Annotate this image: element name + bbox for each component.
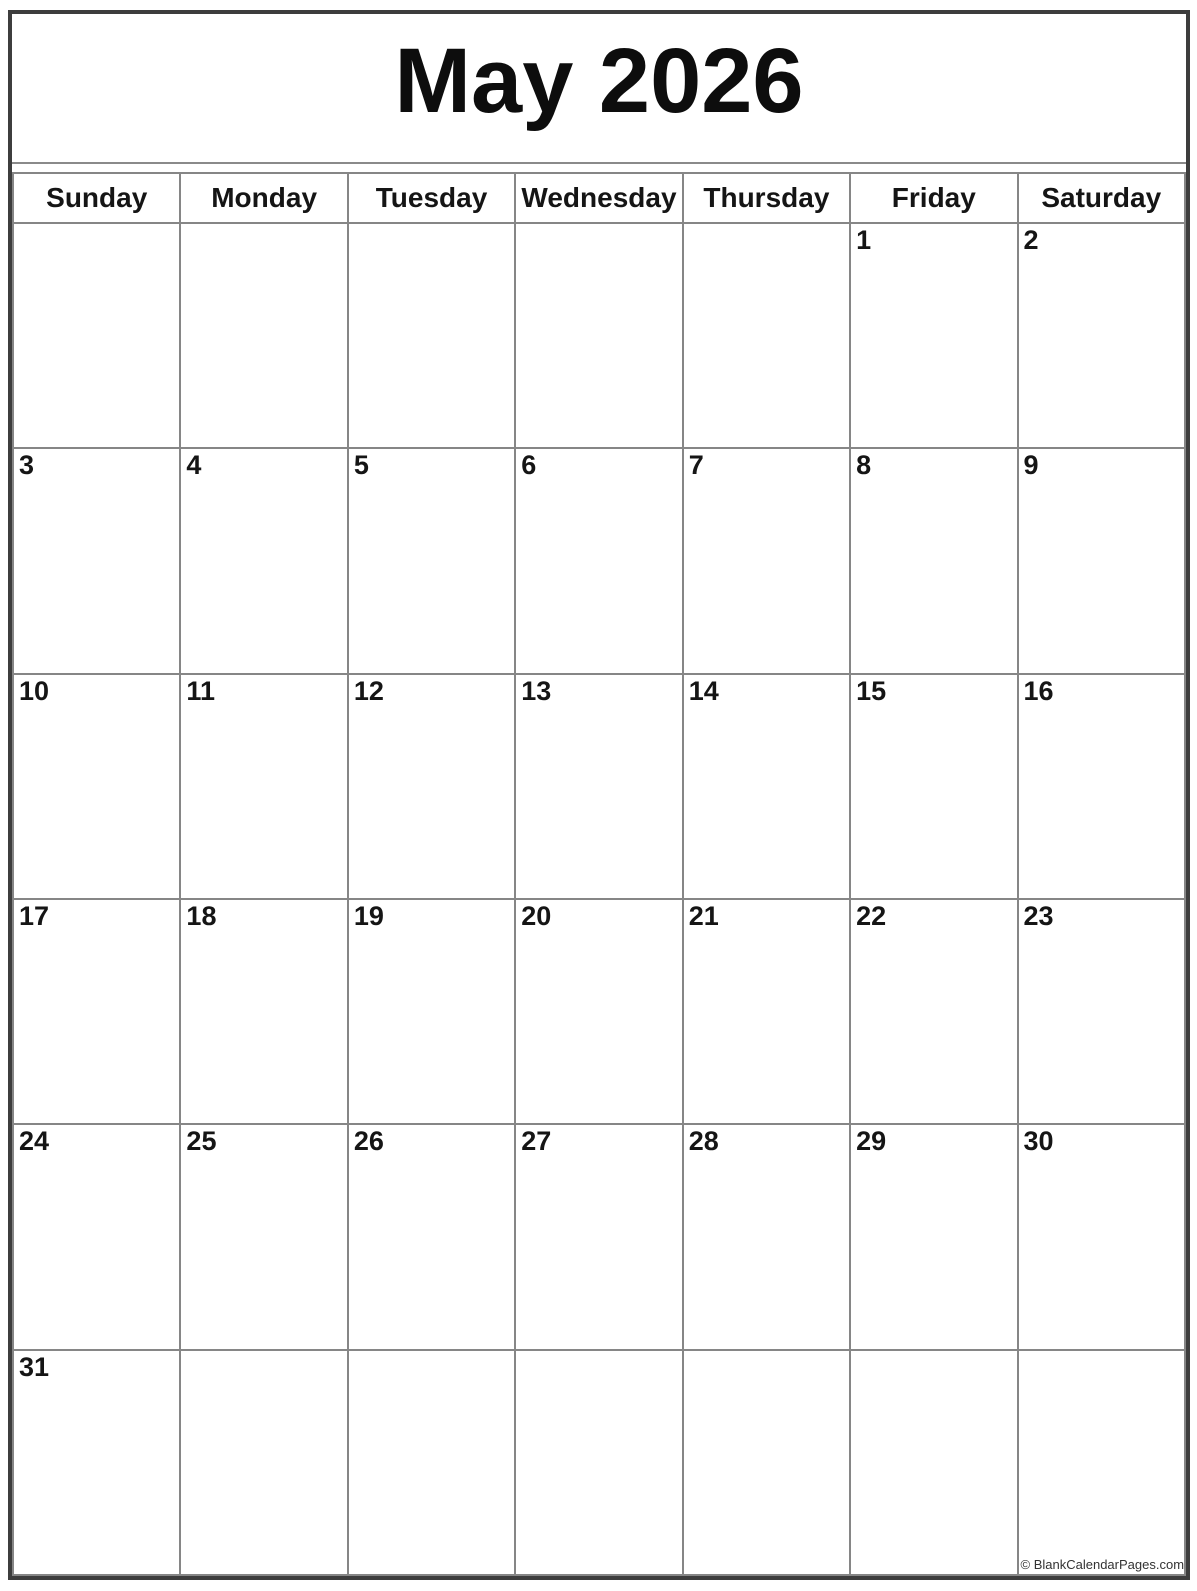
- day-number: 25: [186, 1126, 217, 1157]
- day-number: 5: [353, 450, 369, 481]
- empty-day-cell: [348, 223, 515, 448]
- day-cell-25: [180, 1124, 347, 1349]
- day-number: 22: [856, 900, 887, 931]
- day-number: 28: [688, 1126, 719, 1157]
- week-row-3: [13, 674, 1185, 899]
- copyright-text: © BlankCalendarPages.com: [1020, 1557, 1185, 1572]
- day-number: 12: [353, 675, 384, 706]
- empty-day-cell: [348, 1350, 515, 1575]
- day-number: 15: [856, 675, 887, 706]
- title-block: [12, 14, 1186, 164]
- empty-day-cell: [683, 223, 850, 448]
- day-number: [349, 224, 514, 226]
- day-header-monday: Monday: [180, 173, 347, 223]
- day-number: [181, 224, 346, 226]
- week-row-1: [13, 223, 1185, 448]
- day-cell-9: [1018, 448, 1185, 673]
- day-header-tuesday: Tuesday: [348, 173, 515, 223]
- day-number: 16: [1023, 675, 1054, 706]
- day-cell-27: [515, 1124, 682, 1349]
- day-cell-13: [515, 674, 682, 899]
- day-cell-29: [850, 1124, 1017, 1349]
- day-number: 31: [19, 1351, 50, 1382]
- day-header-sunday: Sunday: [13, 173, 180, 223]
- day-number: 9: [1023, 450, 1039, 481]
- day-cell-19: [348, 899, 515, 1124]
- day-cell-28: [683, 1124, 850, 1349]
- day-cell-5: [348, 448, 515, 673]
- day-cell-21: [683, 899, 850, 1124]
- day-number: [349, 1351, 514, 1353]
- day-cell-3: [13, 448, 180, 673]
- day-header-thursday: Thursday: [683, 173, 850, 223]
- day-cell-12: [348, 674, 515, 899]
- day-number: 1: [856, 225, 872, 255]
- day-header-row: [13, 173, 1185, 223]
- day-cell-2: [1018, 223, 1185, 448]
- day-cell-31: [13, 1350, 180, 1575]
- week-row-5: [13, 1124, 1185, 1349]
- day-number: 8: [856, 450, 872, 481]
- day-number: 4: [186, 450, 202, 481]
- day-number: [851, 1351, 1016, 1353]
- empty-day-cell: [850, 1350, 1017, 1575]
- day-number: [14, 224, 179, 226]
- day-cell-16: [1018, 674, 1185, 899]
- day-number: 11: [186, 675, 215, 706]
- empty-day-cell: [13, 223, 180, 448]
- day-cell-6: [515, 448, 682, 673]
- day-cell-1: [850, 223, 1017, 448]
- day-cell-15: [850, 674, 1017, 899]
- week-row-2: [13, 448, 1185, 673]
- empty-day-cell: [1018, 1350, 1185, 1575]
- day-number: [684, 1351, 849, 1353]
- day-number: 29: [856, 1126, 887, 1157]
- day-cell-10: [13, 674, 180, 899]
- day-cell-20: [515, 899, 682, 1124]
- calendar-grid: [12, 172, 1186, 1576]
- empty-day-cell: [180, 1350, 347, 1575]
- calendar-page: [8, 10, 1190, 1580]
- day-number: 2: [1023, 225, 1039, 255]
- day-header-wednesday: Wednesday: [515, 173, 682, 223]
- day-number: 27: [521, 1126, 552, 1157]
- day-cell-14: [683, 674, 850, 899]
- calendar-weeks: [13, 223, 1185, 1575]
- day-cell-8: [850, 448, 1017, 673]
- day-number: [1019, 1351, 1184, 1353]
- empty-day-cell: [683, 1350, 850, 1575]
- day-number: 14: [688, 675, 719, 706]
- day-cell-26: [348, 1124, 515, 1349]
- day-number: 18: [186, 900, 217, 931]
- week-row-6: [13, 1350, 1185, 1575]
- day-number: 30: [1023, 1126, 1054, 1157]
- day-cell-18: [180, 899, 347, 1124]
- day-number: 17: [19, 900, 50, 931]
- day-cell-30: [1018, 1124, 1185, 1349]
- day-number: 7: [688, 450, 704, 481]
- day-number: [516, 224, 681, 226]
- empty-day-cell: [515, 223, 682, 448]
- day-number: 3: [19, 450, 35, 481]
- day-number: 6: [521, 450, 537, 481]
- day-cell-24: [13, 1124, 180, 1349]
- day-number: 19: [353, 900, 384, 931]
- day-cell-23: [1018, 899, 1185, 1124]
- day-number: 24: [19, 1126, 50, 1157]
- day-number: [516, 1351, 681, 1353]
- day-cell-11: [180, 674, 347, 899]
- day-header-friday: Friday: [850, 173, 1017, 223]
- calendar-title: May 2026: [394, 30, 804, 132]
- day-number: 26: [353, 1126, 384, 1157]
- day-number: 21: [688, 900, 719, 931]
- day-cell-7: [683, 448, 850, 673]
- day-cell-17: [13, 899, 180, 1124]
- day-cell-22: [850, 899, 1017, 1124]
- day-number: 13: [521, 675, 552, 706]
- week-row-4: [13, 899, 1185, 1124]
- empty-day-cell: [515, 1350, 682, 1575]
- day-cell-4: [180, 448, 347, 673]
- day-number: 10: [19, 675, 50, 706]
- day-number: 23: [1023, 900, 1054, 931]
- empty-day-cell: [180, 223, 347, 448]
- day-header-saturday: Saturday: [1018, 173, 1185, 223]
- day-number: [181, 1351, 346, 1353]
- day-number: 20: [521, 900, 552, 931]
- day-number: [684, 224, 849, 226]
